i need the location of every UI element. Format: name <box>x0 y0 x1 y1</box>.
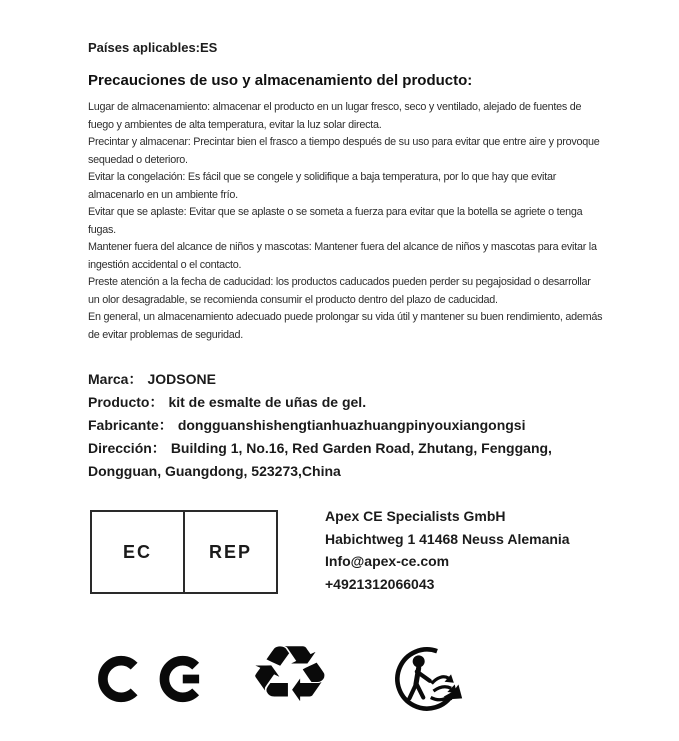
product-label: Producto： <box>88 394 164 410</box>
eu-representative-block <box>325 505 570 595</box>
ec-rep-cell-ec: EC <box>122 541 152 562</box>
eu-rep-email: Info@apex-ce.com <box>325 553 450 569</box>
triman-icon <box>386 642 468 721</box>
product-value: kit de esmalte de uñas de gel. <box>168 394 367 410</box>
applicable-countries-line: Países aplicables:ES <box>88 40 218 55</box>
precaution-paragraph: Lugar de almacenamiento: almacenar el producto en un lugar fresco, seco y ventilado, alejado de fuentes de fuego y ambientes de alta temperatura, evitar la luz solar directa. <box>88 101 582 131</box>
manufacturer-value: dongguanshishengtianhuazhuangpinyouxiangongsi <box>177 417 526 433</box>
precaution-paragraph: Precintar y almacenar: Precintar bien el frasco a tiempo después de su uso para evitar que entre aire y provoque sequedad o deterioro. <box>88 136 600 166</box>
product-info-block <box>88 368 580 483</box>
eu-rep-phone: +4921312066043 <box>325 575 435 592</box>
brand-value: JODSONE <box>147 371 216 387</box>
manufacturer-label: Fabricante： <box>88 417 173 433</box>
precaution-paragraph: En general, un almacenamiento adecuado puede prolongar su vida útil y mantener su buen rendimiento, además de evitar problemas de seguridad. <box>88 311 603 341</box>
address-row <box>88 437 580 483</box>
address-label: Dirección： <box>88 440 166 456</box>
address-value: Building 1, No.16, Red Garden Road, Zhutang, Fenggang, Dongguan, Guangdong, 523273,China <box>88 440 552 479</box>
precaution-paragraph: Preste atención a la fecha de caducidad: los productos caducados pueden perder su pegajosidad o desarrollar un olor desagradable, se recomienda consumir el producto dentro del plazo de caducidad. <box>88 276 591 306</box>
eu-rep-address: Habichtweg 1 41468 Neuss Alemania <box>325 530 570 547</box>
precaution-paragraph: Mantener fuera del alcance de niños y mascotas: Mantener fuera del alcance de niños y mascotas para evitar la ingestión accidental o el contacto. <box>88 241 597 271</box>
brand-label: Marca： <box>88 371 143 387</box>
ec-rep-cell-rep: REP <box>183 512 276 592</box>
brand-row <box>88 368 580 391</box>
precaution-paragraph: Evitar la congelación: Es fácil que se congele y solidifique a baja temperatura, por lo que hay que evitar almacenarlo en un ambiente frío. <box>88 171 557 201</box>
product-row <box>88 391 580 414</box>
ce-mark-icon <box>92 654 212 709</box>
precautions-body <box>88 99 603 344</box>
precautions-title: Precauciones de uso y almacenamiento del producto: <box>88 72 473 89</box>
recycling-mobius-loop-icon: ♻ <box>247 630 333 720</box>
eu-rep-name: Apex CE Specialists GmbH <box>325 508 506 524</box>
ec-rep-box <box>90 510 278 594</box>
precaution-paragraph: Evitar que se aplaste: Evitar que se aplaste o se someta a fuerza para evitar que la botella se agriete o tenga fugas. <box>88 206 583 236</box>
manufacturer-row <box>88 414 580 437</box>
